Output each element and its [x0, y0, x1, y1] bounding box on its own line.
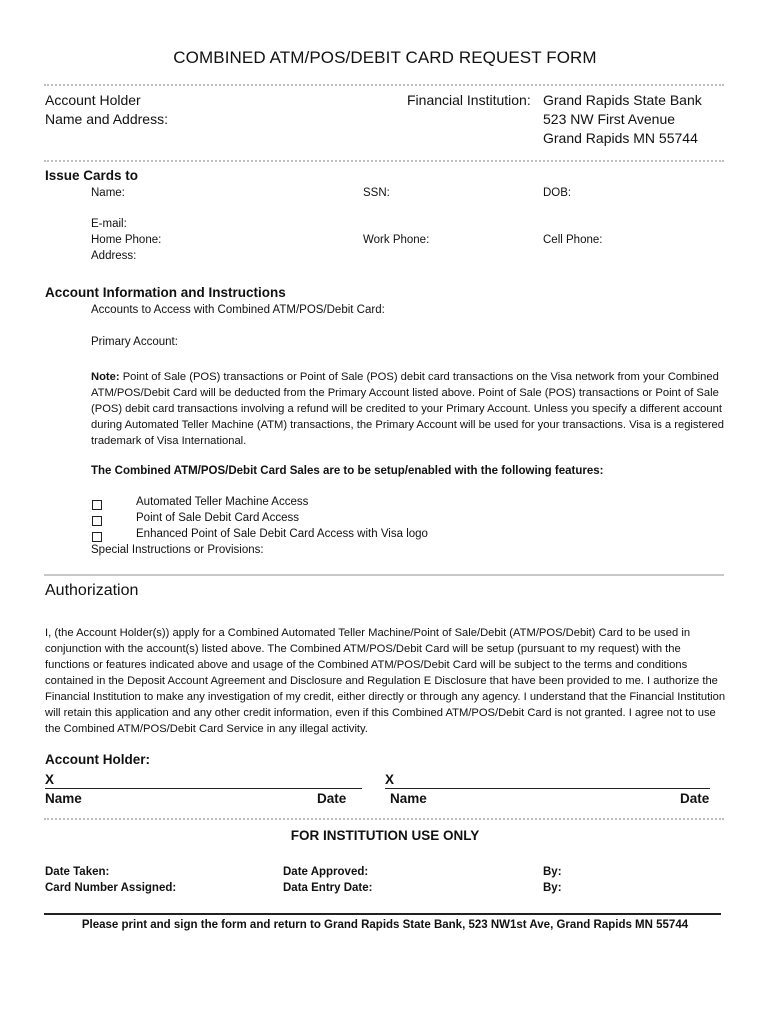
divider — [44, 160, 724, 162]
name-field-label: Name: — [91, 187, 125, 199]
accounts-to-access-label: Accounts to Access with Combined ATM/POS/Debit Card: — [91, 304, 385, 316]
account-holder-label-line2: Name and Address: — [45, 111, 168, 127]
account-holder-signature-heading: Account Holder: — [45, 752, 151, 767]
signature-line-1[interactable] — [45, 788, 362, 789]
features-heading: The Combined ATM/POS/Debit Card Sales are to be setup/enabled with the following features: — [91, 465, 604, 477]
feature-label-atm: Automated Teller Machine Access — [136, 496, 309, 508]
authorization-heading: Authorization — [45, 582, 139, 599]
note-text: Point of Sale (POS) transactions or Point of Sale (POS) debit card transactions on the Visa network from your Combined ATM/POS/Debit Card will be deducted from the Primary Account listed above. Point of Sale (POS) transactions or Point of Sale (POS) debit card transactions involving a refund will be credited to your Primary Account. Unless you specify a different account during Automated Teller Machine (ATM) transactions, the Primary Account will be used for your transactions. Visa is a registered trademark of Visa International. — [91, 371, 725, 447]
note-label: Note: — [91, 371, 120, 383]
data-entry-date-label: Data Entry Date: — [283, 882, 373, 894]
by-label-1: By: — [543, 866, 562, 878]
account-holder-label-line1: Account Holder — [45, 92, 141, 108]
date-label-2: Date — [680, 791, 710, 806]
authorization-text: I, (the Account Holder(s)) apply for a Combined Automated Teller Machine/Point of Sale/Debit (ATM/POS/Debit) Card to be used in conjunction with the account(s) listed above. The Combined ATM/POS/Debit Card will be setup (pursuant to my request) with the functions or features indicated above and usage of the Combined ATM/POS/Debit Card will be subject to the terms and conditions contained in the Deposit Account Agreement and Disclosure and Regulation E Disclosure that have been provided to me. I authorize the Financial Institution to make any investigation of my credit, either directly or through any agency. I understand that the Financial Institution will retain this application and any other credit information, even if this Combined ATM/POS/Debit Card is not granted. I agree not to use the Combined ATM/POS/Debit Card Service in any illegal activity. — [45, 627, 726, 735]
primary-account-label: Primary Account: — [91, 336, 178, 348]
feature-label-enhanced-pos: Enhanced Point of Sale Debit Card Access with Visa logo — [136, 528, 428, 540]
bank-city: Grand Rapids MN 55744 — [543, 130, 698, 146]
date-label-1: Date — [317, 791, 347, 806]
date-taken-label: Date Taken: — [45, 866, 110, 878]
signature-line-2[interactable] — [385, 788, 710, 789]
issue-cards-heading: Issue Cards to — [45, 168, 139, 183]
email-field-label: E-mail: — [91, 218, 127, 230]
card-number-assigned-label: Card Number Assigned: — [45, 882, 177, 894]
footer-instructions: Please print and sign the form and return to Grand Rapids State Bank, 523 NW1st Ave, Grand Rapids MN 55744 — [81, 919, 689, 931]
note-paragraph — [91, 369, 725, 449]
signature-x-2: X — [385, 772, 395, 787]
home-phone-label: Home Phone: — [91, 234, 162, 246]
bank-name: Grand Rapids State Bank — [543, 92, 702, 108]
signature-x-1: X — [45, 772, 55, 787]
divider — [44, 84, 724, 86]
special-instructions-label: Special Instructions or Provisions: — [91, 544, 264, 556]
account-info-heading: Account Information and Instructions — [45, 285, 286, 300]
ssn-field-label: SSN: — [363, 187, 390, 199]
footer-divider — [44, 913, 721, 915]
name-label-1: Name — [45, 791, 82, 806]
work-phone-label: Work Phone: — [363, 234, 430, 246]
cell-phone-label: Cell Phone: — [543, 234, 603, 246]
bank-street: 523 NW First Avenue — [543, 111, 676, 127]
divider — [44, 574, 724, 576]
by-label-2: By: — [543, 882, 562, 894]
dob-field-label: DOB: — [543, 187, 572, 199]
date-approved-label: Date Approved: — [283, 866, 369, 878]
divider — [44, 818, 724, 820]
feature-label-pos: Point of Sale Debit Card Access — [136, 512, 299, 524]
financial-institution-label: Financial Institution: — [407, 92, 531, 108]
address-field-label: Address: — [91, 250, 137, 262]
name-label-2: Name — [390, 791, 427, 806]
institution-use-heading: FOR INSTITUTION USE ONLY — [290, 828, 480, 843]
form-title: COMBINED ATM/POS/DEBIT CARD REQUEST FORM — [173, 48, 597, 67]
